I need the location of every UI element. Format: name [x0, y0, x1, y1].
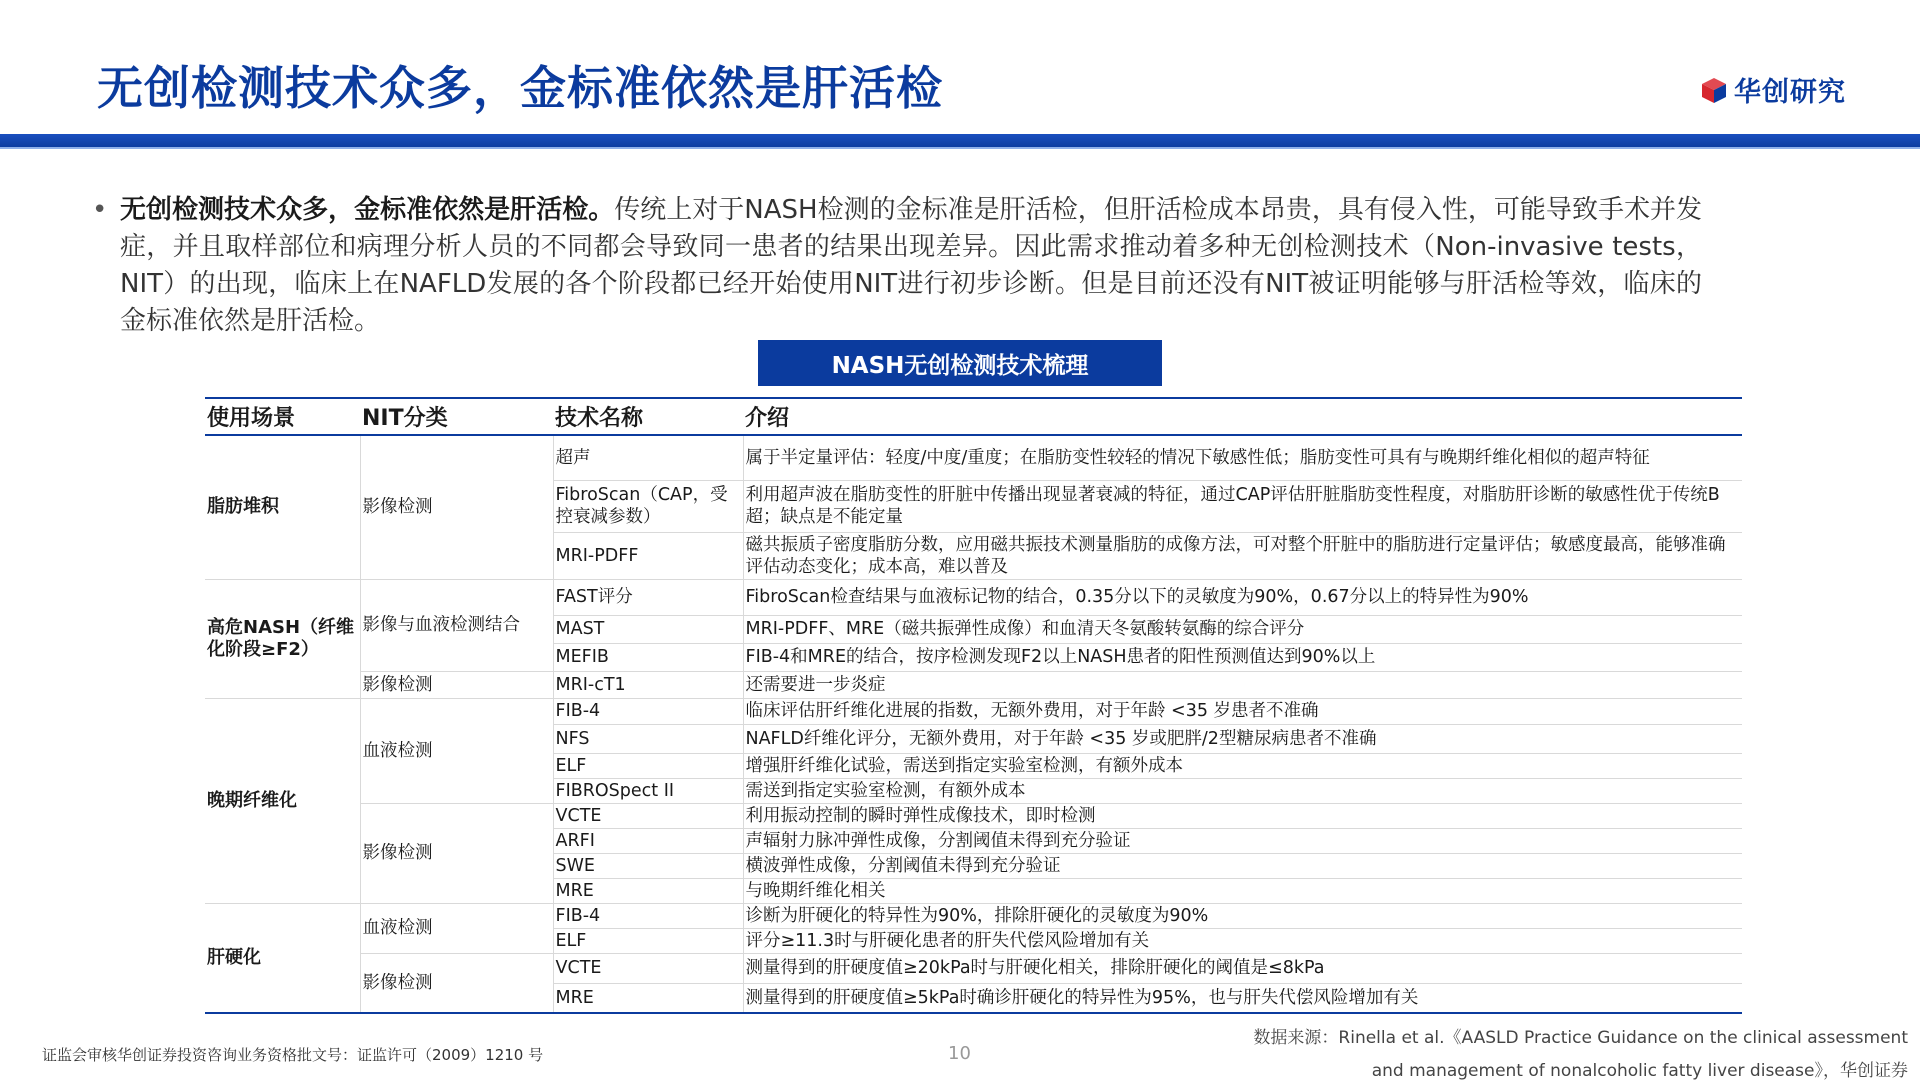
table-row	[205, 671, 1742, 698]
tech-cell: FAST评分	[553, 579, 743, 615]
tech-cell: MEFIB	[553, 643, 743, 671]
desc-cell: 测量得到的肝硬度值≥5kPa时确诊肝硬化的特异性为95%，也与肝失代偿风险增加有关	[743, 983, 1742, 1013]
tech-cell: ELF	[553, 928, 743, 953]
desc-cell: 增强肝纤维化试验，需送到指定实验室检测，有额外成本	[743, 753, 1742, 778]
tech-cell: VCTE	[553, 953, 743, 983]
tech-cell: MRE	[553, 878, 743, 903]
brand-logo	[1700, 70, 1846, 109]
bullet-lead: 无创检测技术众多，金标准依然是肝活检。	[120, 195, 615, 225]
desc-cell: 评分≥11.3时与肝硬化患者的肝失代偿风险增加有关	[743, 928, 1742, 953]
nit-table	[205, 397, 1742, 1014]
tech-cell: ELF	[553, 753, 743, 778]
desc-cell: 临床评估肝纤维化进展的指数，无额外费用，对于年龄 <35 岁患者不准确	[743, 698, 1742, 724]
tech-cell: MRI-cT1	[553, 671, 743, 698]
desc-cell: 诊断为肝硬化的特异性为90%，排除肝硬化的灵敏度为90%	[743, 903, 1742, 928]
tech-cell: FIBROSpect II	[553, 778, 743, 803]
category-cell: 影像与血液检测结合	[360, 579, 553, 671]
desc-cell: 属于半定量评估：轻度/中度/重度；在脂肪变性较轻的情况下敏感性低；脂肪变性可具有与晚期纤维化相似的超声特征	[743, 435, 1742, 480]
tech-cell: MRE	[553, 983, 743, 1013]
source-note	[1253, 1022, 1908, 1088]
source-line-2: and management of nonalcoholic fatty liver disease》，华创证券	[1371, 1061, 1908, 1081]
scene-cell: 脂肪堆积	[205, 435, 360, 579]
col-header-scene: 使用场景	[205, 398, 360, 435]
bullet-dot-icon: •	[92, 195, 108, 225]
scene-cell: 高危NASH（纤维化阶段≥F2）	[205, 579, 360, 698]
logo-text: 华创研究	[1734, 77, 1846, 108]
summary-bullet	[92, 192, 1702, 340]
category-cell: 血液检测	[360, 698, 553, 803]
category-cell: 血液检测	[360, 903, 553, 953]
tech-cell: SWE	[553, 853, 743, 878]
desc-cell: 磁共振质子密度脂肪分数，应用磁共振技术测量脂肪的成像方法，可对整个肝脏中的脂肪进行定量评估；敏感度最高，能够准确评估动态变化；成本高，难以普及	[743, 532, 1742, 579]
tech-cell: FIB-4	[553, 903, 743, 928]
table-header-row	[205, 398, 1742, 435]
col-header-desc: 介绍	[743, 398, 1742, 435]
desc-cell: NAFLD纤维化评分，无额外费用，对于年龄 <35 岁或肥胖/2型糖尿病患者不准确	[743, 724, 1742, 753]
table-row	[205, 435, 1742, 480]
header-divider	[0, 134, 1920, 148]
tech-cell: NFS	[553, 724, 743, 753]
tech-cell: MAST	[553, 615, 743, 643]
category-cell: 影像检测	[360, 435, 553, 579]
col-header-category: NIT分类	[360, 398, 553, 435]
tech-cell: FibroScan（CAP，受控衰减参数）	[553, 480, 743, 532]
col-header-tech: 技术名称	[553, 398, 743, 435]
desc-cell: 利用振动控制的瞬时弹性成像技术，即时检测	[743, 803, 1742, 828]
category-cell: 影像检测	[360, 803, 553, 903]
tech-cell: MRI-PDFF	[553, 532, 743, 579]
desc-cell: FIB-4和MRE的结合，按序检测发现F2以上NASH患者的阳性预测值达到90%以上	[743, 643, 1742, 671]
page-title: 无创检测技术众多，金标准依然是肝活检	[97, 61, 943, 115]
table-row	[205, 579, 1742, 615]
bullet-text	[120, 192, 1702, 340]
desc-cell: FibroScan检查结果与血液标记物的结合，0.35分以下的灵敏度为90%，0.67分以上的特异性为90%	[743, 579, 1742, 615]
license-note: 证监会审核华创证券投资咨询业务资格批文号：证监许可（2009）1210 号	[42, 1046, 544, 1064]
table-row	[205, 953, 1742, 983]
desc-cell: 测量得到的肝硬度值≥20kPa时与肝硬化相关，排除肝硬化的阈值是≤8kPa	[743, 953, 1742, 983]
category-cell: 影像检测	[360, 953, 553, 1013]
table-row	[205, 903, 1742, 928]
logo-cube-icon	[1700, 76, 1728, 104]
desc-cell: 与晚期纤维化相关	[743, 878, 1742, 903]
tech-cell: 超声	[553, 435, 743, 480]
desc-cell: 利用超声波在脂肪变性的肝脏中传播出现显著衰减的特征，通过CAP评估肝脏脂肪变性程度，对脂肪肝诊断的敏感性优于传统B超；缺点是不能定量	[743, 480, 1742, 532]
table-row	[205, 698, 1742, 724]
category-cell: 影像检测	[360, 671, 553, 698]
table-row	[205, 803, 1742, 828]
scene-cell: 肝硬化	[205, 903, 360, 1013]
page-number: 10	[948, 1043, 971, 1064]
tech-cell: ARFI	[553, 828, 743, 853]
scene-cell: 晚期纤维化	[205, 698, 360, 903]
table-title: NASH无创检测技术梳理	[758, 340, 1162, 386]
source-line-1: 数据来源：Rinella et al.《AASLD Practice Guidance on the clinical assessment	[1253, 1028, 1908, 1048]
desc-cell: 声辐射力脉冲弹性成像，分割阈值未得到充分验证	[743, 828, 1742, 853]
desc-cell: MRI-PDFF、MRE（磁共振弹性成像）和血清天冬氨酸转氨酶的综合评分	[743, 615, 1742, 643]
bullet-body: 传统上对于NASH检测的金标准是肝活检，但肝活检成本昂贵，具有侵入性，可能导致手术并发症，并且取样部位和病理分析人员的不同都会导致同一患者的结果出现差异。因此需求推动着多种无创检测技术（Non-invasive tests，NIT）的出现，临床上在NAFLD发展的各个阶段都已经开始使用NIT进行初步诊断。但是目前还没有NIT被证明能够与肝活检等效，临床的金标准依然是肝活检。	[120, 195, 1702, 336]
header-divider-light	[0, 147, 1920, 149]
tech-cell: FIB-4	[553, 698, 743, 724]
desc-cell: 还需要进一步炎症	[743, 671, 1742, 698]
tech-cell: VCTE	[553, 803, 743, 828]
desc-cell: 横波弹性成像，分割阈值未得到充分验证	[743, 853, 1742, 878]
desc-cell: 需送到指定实验室检测，有额外成本	[743, 778, 1742, 803]
